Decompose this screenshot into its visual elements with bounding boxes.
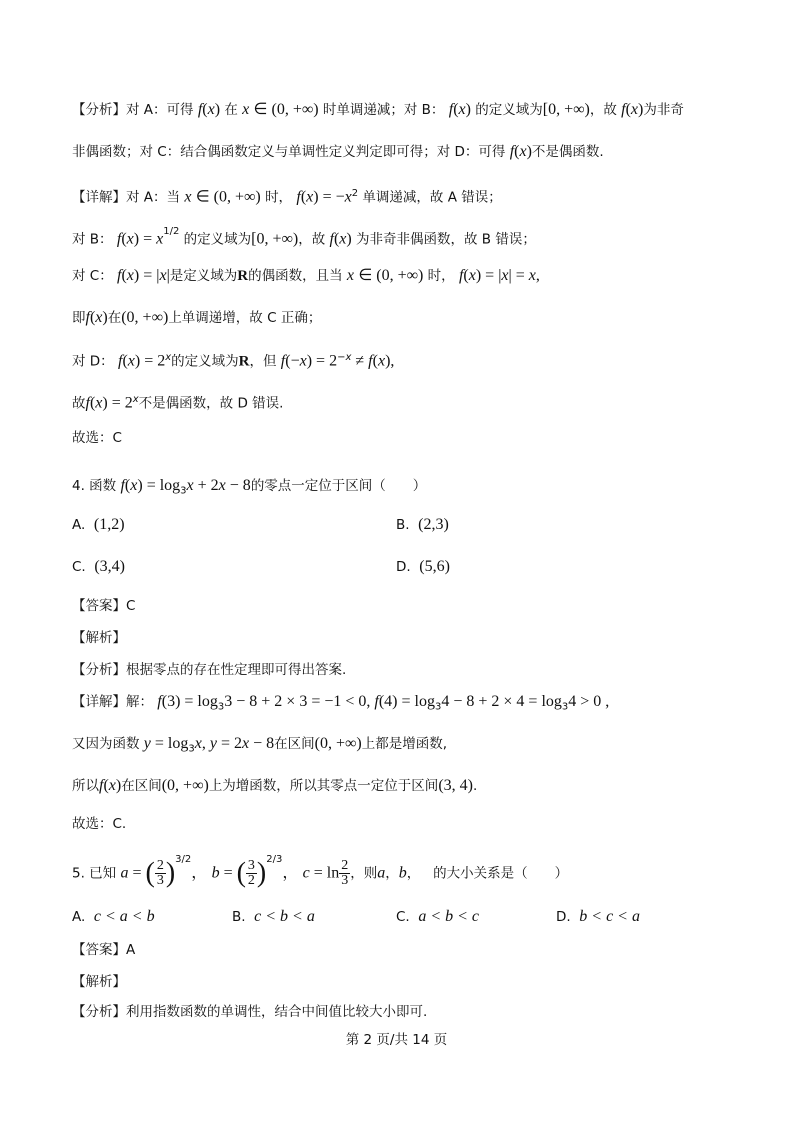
- q4-choose: 故选：C.: [72, 816, 127, 832]
- q4-also: 又因为函数 $y = \log_3x$, y = 2x − 8在区间(0, +∞)上都是增函数,: [72, 735, 448, 755]
- detail-line-4: 即f(x)在(0, +∞)上单调递增，故 C 正确；: [72, 309, 322, 326]
- detail-line-6: 故$f(x) = 2^x$不是偶函数，故 D 错误.: [72, 394, 284, 412]
- q4-jiexi: 【解析】: [72, 630, 126, 646]
- analysis-line-1: 【分析】对 A：可得 f(x) 在 x ∈ (0, +∞) 时单调递减；对 B： f(x) 的定义域为[0, +∞)，故 f(x)为非奇: [72, 101, 684, 118]
- q5-option-b: B. c < b < a: [232, 908, 315, 925]
- analysis-line-2: 非偶函数；对 C：结合偶函数定义与单调性定义判定即可得；对 D：可得 f(x)不是偶函数.: [72, 143, 604, 160]
- q4-option-a: A. (1,2): [72, 516, 125, 533]
- q4-option-b: B. (2,3): [396, 516, 449, 533]
- q5-answer: 【答案】A: [72, 942, 136, 958]
- q5-option-a: A. c < a < b: [72, 908, 155, 925]
- q5-jiexi: 【解析】: [72, 974, 126, 990]
- detail-line-5: 对 D： $f(x) = 2^x$的定义域为R，但 $f(-x) = 2^{-x} \ne f(x)$,: [72, 352, 395, 370]
- q5-option-c: C. a < b < c: [396, 908, 480, 925]
- question-4: 4. 函数 $f(x) = \log_3x + 2x - 8$的零点一定位于区间（ ）: [72, 477, 427, 497]
- q4-option-d: D. (5,6): [396, 558, 450, 575]
- question-5: 5. 已知 a = ( $\frac{2}{3}$ )$^{3/2}$， b = ( $\frac{3}{2}$ )$^{2/3}$， c = ln $\frac{2}{3}$ ，则a，b， 的大小关系是（ ）: [72, 854, 569, 889]
- detail-line-3: 对 C： f(x) = |x|是定义域为R的偶函数，且当 x ∈ (0, +∞) 时， f(x) = |x| = x,: [72, 267, 540, 284]
- choice-line: 故选：C: [72, 430, 122, 446]
- q4-so: 所以f(x)在区间(0, +∞)上为增函数，所以其零点一定位于区间(3, 4).: [72, 777, 478, 794]
- page-footer: 第 2 页/共 14 页: [345, 1032, 448, 1048]
- q5-option-d: D. b < c < a: [556, 908, 640, 925]
- q5-analysis: 【分析】利用指数函数的单调性，结合中间值比较大小即可.: [72, 1004, 428, 1020]
- q4-analysis: 【分析】根据零点的存在性定理即可得出答案.: [72, 662, 347, 678]
- q4-detail: 【详解】解： $f(3) = \log_33 - 8 + 2 \times 3 = -1 < 0$, $f(4) = \log_34 - 8 + 2 \times 4 = \log_34 > 0$ ,: [72, 693, 610, 713]
- q4-option-c: C. (3,4): [72, 558, 125, 575]
- detail-line-2: 对 B： $f(x) = x^{1/2}$ 的定义域为[0, +∞)，故 f(x) 为非奇非偶函数，故 B 错误；: [72, 226, 536, 248]
- detail-line-1: 【详解】对 A：当 x ∈ (0, +∞) 时， $f(x) = -x^2$ 单调递减，故 A 错误；: [72, 188, 502, 206]
- q4-answer: 【答案】C: [72, 598, 136, 614]
